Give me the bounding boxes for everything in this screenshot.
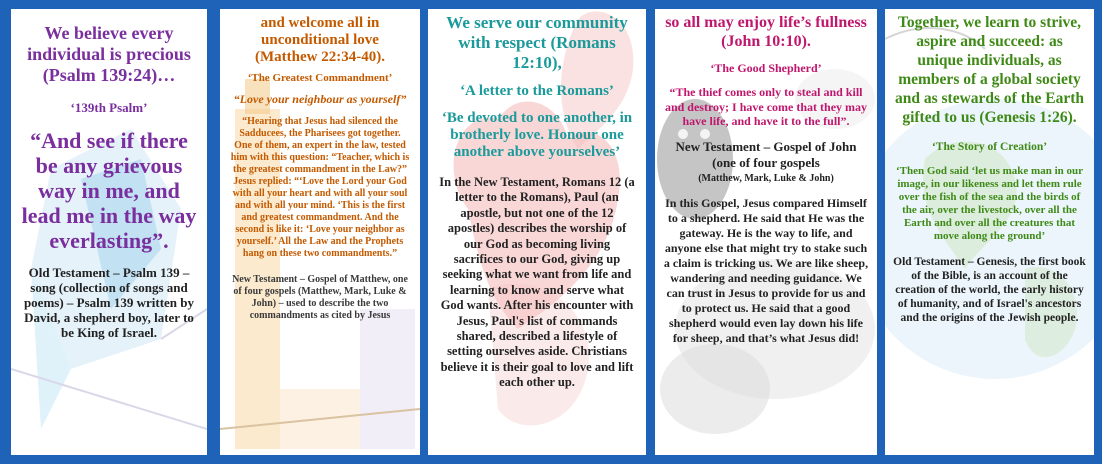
panel-quote: “The thief comes only to steal and kill and destroy; I have come that they may have life, and have it to the full”.	[664, 85, 868, 128]
panel-body: “Hearing that Jesus had silenced the Sadducees, the Pharisees got together. One of them, an expert in the law, tested him with this question: “Teacher, which is the greatest commandment in the Law?” Jesus replied: “‘Love the Lord your God with all your heart and with all your soul and with all your mind. ‘This is the first and greatest commandment. And the second is like it: ‘Love your neighbor as yourself.’ All the Law and the Prophets hang on these two commandments.”	[230, 116, 410, 259]
panel-source: ‘The Good Shepherd’	[710, 61, 822, 75]
panel-romans	[428, 9, 646, 455]
panel-subheading: New Testament – Gospel of John (one of four gospels	[675, 138, 857, 170]
panel-body: In the New Testament, Romans 12 (a letter to the Romans), Paul (an apostle, but not one of the 12 apostles) describes the worship of our God as becoming living sacrifices to our God, giving up seeking what we want from life and learning to know and serve what God wants. After his encounter with Jesus, Paul's list of commands shared, described a lifestyle of setting ourselves aside. Christians believe it is their goal to love and lift each other up.	[439, 175, 635, 390]
panel-heading: We believe every individual is precious (Psalm 139:24)…	[27, 23, 191, 85]
panel-quote: “And see if there be any grievous way in me, and lead me in the way everlasting”.	[21, 128, 197, 253]
panel-body: Old Testament – Psalm 139 – song (collection of songs and poems) – Psalm 139 written by David, a shepherd boy, later to be King of Israel.	[23, 265, 195, 340]
panel-body: Old Testament – Genesis, the first book of the Bible, is an account of the creation of the world, the early history of humanity, and of Israel's ancestors and the origins of the Jewish people.	[893, 256, 1086, 324]
panel-good-shepherd	[655, 9, 877, 455]
panel-creation	[885, 9, 1094, 455]
panel-source: ‘The Greatest Commandment’	[247, 72, 393, 84]
panel-quote: ‘Then God said ‘let us make man in our image, in our likeness and let them rule over the fish of the sea and the birds of the air, over the livestock, over all the Earth and over all the creatures that move along the ground’	[895, 165, 1084, 242]
panel-note: New Testament – Gospel of Matthew, one of four gospels (Matthew, Mark, Luke & John) – used to describe the two commandments as cited by Jesus	[232, 274, 408, 321]
panel-source: ‘A letter to the Romans’	[460, 83, 614, 99]
panel-heading: and welcome all in unconditional love (Matthew 22:34-40).	[255, 15, 385, 65]
panel-quote: ‘Be devoted to one another, in brotherly love. Honour one another above yourselves’	[441, 110, 633, 160]
panel-source: ‘139th Psalm’	[70, 100, 148, 115]
panel-source: ‘The Story of Creation’	[931, 141, 1048, 153]
panel-heading: so all may enjoy life’s fullness (John 10:10).	[665, 14, 867, 50]
panel-body: In this Gospel, Jesus compared Himself to a shepherd. He said that He was the gateway. He is the way to life, and anyone else that might try to stake such a claim is tricking us. We are like sheep, wandering and needing guidance. We can trust in Jesus to provide for us and to protect us. He said that a good shepherd would even lay down his life for sheep, and that’s what Jesus did!	[663, 195, 869, 345]
panel-heading: Together, we learn to strive, aspire and succeed: as unique individuals, as members of a global society and as stewards of the Earth gifted to us (Genesis 1:26).	[894, 14, 1085, 126]
panel-subnote: (Matthew, Mark, Luke & John)	[698, 172, 834, 184]
panel-heading: We serve our community with respect (Romans 12:10),	[446, 13, 628, 72]
panel-greatest-commandment	[220, 9, 420, 455]
panel-psalm-139	[11, 9, 207, 455]
panel-quote: “Love your neighbour as yourself”	[233, 92, 407, 106]
